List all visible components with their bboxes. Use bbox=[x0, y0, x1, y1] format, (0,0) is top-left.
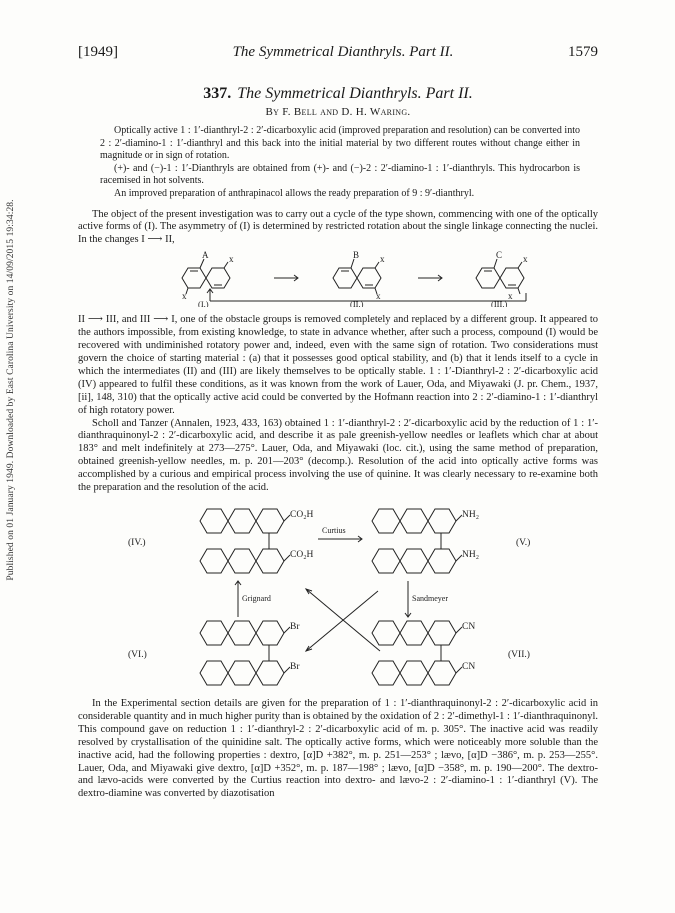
substituent-x: x bbox=[182, 291, 187, 302]
group-cn: CN bbox=[462, 621, 476, 632]
label-IV: (IV.) bbox=[128, 537, 146, 548]
body-paragraph-3: Scholl and Tanzer (Annalen, 1923, 433, 163) obtained 1 : 1′-dianthryl-2 : 2′-dicarboxylic acid by the reduction of 1 : 1′-dianthraquinonyl-2 : 2′-dicarboxylic acid, and describe it as pale greenish-yellow needles or leaflets which char at about 183° and melt indefinitely at 273—275°. Lauer, Oda, and Miyawaki (loc. cit.), using the same method of preparation, obtained greenish-yellow needles, m. p. 201—203° (decomp.). Resolution of the acid into optically active forms was accomplished by a curious and empirical process involving the use of quinine. It was clearly necessary to re-examine both the preparation and the resolution of the acid. bbox=[78, 417, 598, 494]
label-VII: (VII.) bbox=[508, 649, 530, 660]
biaryl-structure-II bbox=[333, 259, 381, 294]
reaction-curtius: Curtius bbox=[322, 525, 346, 535]
abstract bbox=[78, 125, 598, 201]
running-header bbox=[78, 44, 598, 61]
body-text bbox=[78, 209, 598, 248]
substituent-x: x bbox=[523, 254, 528, 265]
substituent-B: B bbox=[353, 250, 360, 261]
substituent-x: x bbox=[508, 291, 513, 302]
group-co2h: CO₂H bbox=[290, 509, 314, 520]
group-co2h: CO₂H bbox=[290, 549, 314, 560]
label-I: (I.) bbox=[198, 299, 209, 308]
body-paragraph-1: The object of the present investigation was to carry out a cycle of the type shown, commencing with one of the optically active forms of (I). The asymmetry of (I) is determined by restricted rotation about the single linkage connecting the nuclei. In the changes I ⟶ II, bbox=[78, 208, 598, 246]
group-br: Br bbox=[290, 621, 300, 632]
article-title bbox=[78, 85, 598, 103]
group-cn: CN bbox=[462, 661, 476, 672]
scheme-cycle bbox=[78, 249, 598, 312]
biaryl-structure-I bbox=[182, 259, 230, 294]
abstract-paragraph: An improved preparation of anthrapinacol allows the ready preparation of 9 : 9′-dianthryl. bbox=[114, 187, 475, 199]
scheme-cycle-svg bbox=[78, 249, 598, 307]
group-nh2: NH₂ bbox=[462, 549, 480, 560]
group-br: Br bbox=[290, 661, 300, 672]
header-year: [1949] bbox=[78, 44, 118, 60]
label-V: (V.) bbox=[516, 537, 531, 548]
header-running-title: The Symmetrical Dianthryls. Part II. bbox=[232, 44, 454, 60]
substituent-x: x bbox=[376, 291, 381, 302]
body-paragraph-4: In the Experimental section details are given for the preparation of 1 : 1′-dianthraquinonyl-2 : 2′-dicarboxylic acid in considerable quantity and in much higher purity than is obtained by the oxidation of 2 : 2′-dimethyl-1 : 1′-dianthraquinonyl. This compound gave on reduction 1 : 1′-dianthryl-2 : 2′-dicarboxylic acid of m. p. 305°. The inactive acid was readily resolved by crystallisation of the quinidine salt. The optically active forms, which were noticeably more soluble than the inactive acid, had the following properties : dextro, [α]D +382°, m. p. 251—253° ; lævo, [α]D −386°, m. p. 253—255°. Lauer, Oda, and Miyawaki give dextro, [α]D +352°, m. p. 187—198° ; lævo, [α]D −358°, m. p. 190—200°. The dextro- and lævo-acids were converted by the Curtius reaction into dextro- and lævo-2 : 2′-diamino-1 : 1′-dianthryl (V). The dextro-diamine was converted by diazotisation bbox=[78, 697, 598, 800]
reaction-grignard: Grignard bbox=[242, 593, 271, 603]
abstract-paragraph: Optically active 1 : 1′-dianthryl-2 : 2′-dicarboxylic acid (improved preparation and resolution) can be converted into 2 : 2′-diamino-1 : 1′-dianthryl and this back into the initial material by two different routes without change either in magnitude or in sign of rotation. bbox=[100, 125, 580, 162]
substituent-x: x bbox=[380, 254, 385, 265]
label-III: (III.) bbox=[491, 299, 508, 308]
article-authors: By F. Bell and D. H. Waring. bbox=[265, 106, 411, 118]
scheme-dianthryl-conversions bbox=[78, 501, 598, 696]
article-title-text: The Symmetrical Dianthryls. Part II. bbox=[237, 85, 473, 102]
label-VI: (VI.) bbox=[128, 649, 147, 660]
biaryl-structure-III bbox=[476, 259, 524, 294]
download-watermark-text: Published on 01 January 1949. Downloaded by East Carolina University on 14/09/2015 19:34:28. bbox=[6, 199, 16, 581]
article-number: 337. bbox=[203, 85, 232, 102]
body-text-2 bbox=[78, 314, 598, 495]
download-watermark bbox=[4, 130, 18, 650]
body-text-3 bbox=[78, 698, 598, 801]
substituent-A: A bbox=[202, 250, 209, 261]
substituent-x: x bbox=[229, 254, 234, 265]
group-nh2: NH₂ bbox=[462, 509, 480, 520]
reaction-sandmeyer: Sandmeyer bbox=[412, 593, 448, 603]
header-page-number: 1579 bbox=[568, 44, 598, 60]
body-paragraph-2: II ⟶ III, and III ⟶ I, one of the obstacle groups is removed completely and replaced by a different group. It appeared to the authors impossible, from existing knowledge, to state in advance whether, after such a process, compound (I) would be recovered with undiminished rotatory power and, indeed, even with the same sign of rotation. Two considerations must govern the choice of starting material : (a) that it possesses good optical stability, and (b) that it lends itself to a cycle in which the intermediates (II) and (III) are likely themselves to be optically stable. 1 : 1′-Dianthryl-2 : 2′-dicarboxylic acid (IV) appeared to fulfil these conditions, as it was known from the work of Lauer, Oda, and Miyawaki (J. pr. Chem., 1937, [ii], 148, 310) that the optically active acid could be converted by the Hofmann reaction into 2 : 2′-diamino-1 : 1′-dianthryl of high rotatory power. bbox=[78, 314, 598, 416]
journal-page bbox=[78, 44, 598, 801]
abstract-paragraph: (+)- and (−)-1 : 1′-Dianthryls are obtained from (+)- and (−)-2 : 2′-diamino-1 : 1′-dianthryls. This hydrocarbon is racemised in hot solvents. bbox=[100, 162, 580, 187]
scheme-dianthryl-svg bbox=[78, 501, 598, 691]
label-II: (II.) bbox=[350, 299, 364, 308]
substituent-C: C bbox=[496, 250, 503, 261]
